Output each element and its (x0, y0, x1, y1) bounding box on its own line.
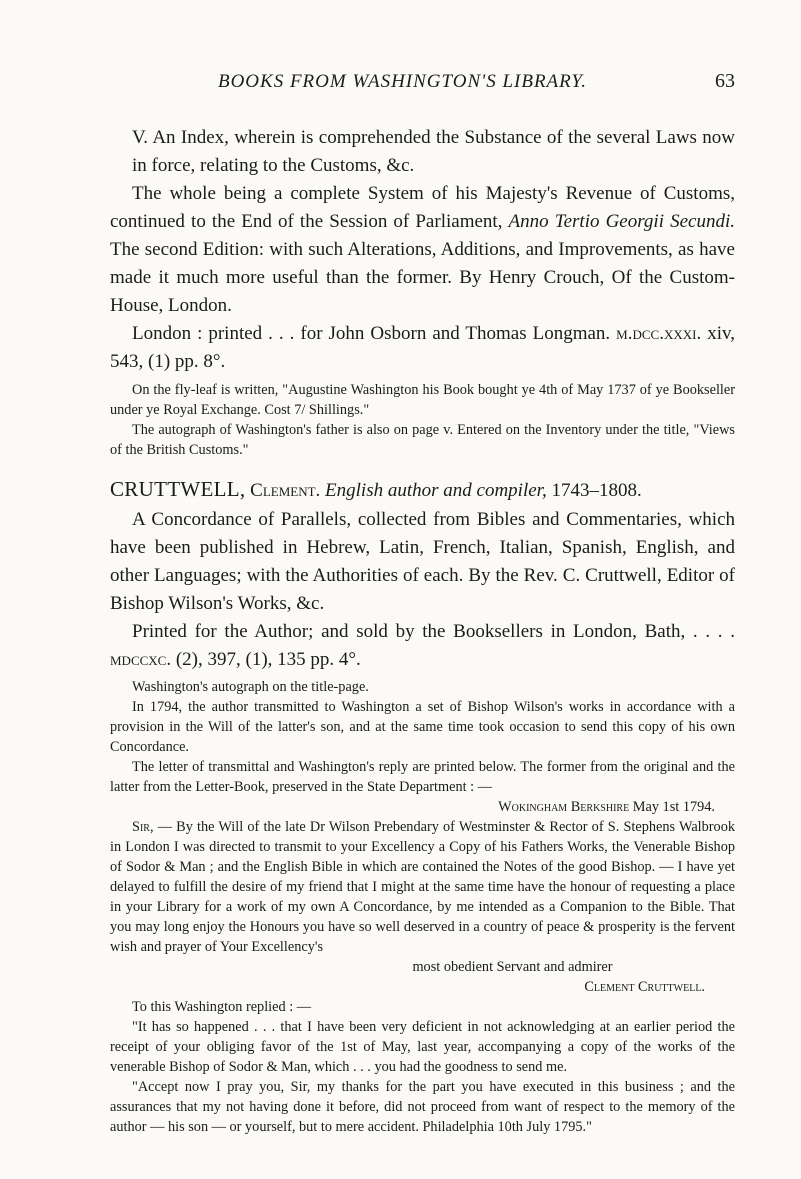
note-title-autograph: Washington's autograph on the title-page. (132, 679, 369, 695)
imprint-date: mdccxc. (110, 649, 172, 670)
letter-closing: most obedient Servant and admirer (412, 959, 613, 975)
imprint-date: m.dcc.xxxi. (616, 323, 702, 344)
concordance-title: A Concordance of Parallels, collected from Bibles and Commentaries, which have been published in Hebrew, Latin, French, Italian, Spanish, English, and other Languages; with the Authorities of each. By the Rev. C. Cruttwell, Editor of Bishop Wilson's Works, &c. (110, 509, 735, 614)
author-name: CRUTTWELL, (110, 477, 246, 501)
note-autograph: The autograph of Washington's father is also on page v. Entered on the Inventory under the title, "Views of the British Customs." (110, 422, 735, 458)
imprint-text: London : printed . . . for John Osborn and Thomas Longman. (132, 323, 617, 344)
entry-cruttwell (110, 474, 735, 1137)
note-flyleaf: On the fly-leaf is written, "Augustine Washington his Book bought ye 4th of May 1737 of ye Bookseller under ye Royal Exchange. Cost 7/ Shillings." (110, 382, 735, 418)
author-dates: 1743–1808. (546, 480, 642, 501)
concordance-imprint (110, 618, 735, 674)
imprint-text: Printed for the Author; and sold by the Booksellers in London, Bath, . . . . (132, 621, 735, 642)
body-text-a: The whole being a complete System of his Majesty's Revenue of Customs, continued to the End of the Session of Parliament, (110, 183, 735, 232)
imprint-collation: (2), 397, (1), 135 pp. 4°. (171, 649, 361, 670)
author-role: English author and compiler, (325, 480, 547, 501)
letter-body (110, 817, 735, 957)
note-letters: The letter of transmittal and Washington's reply are printed below. The former from the original and the latter from the Letter-Book, preserved in the State Department : — (110, 759, 735, 795)
salutation: Sir, (132, 819, 154, 835)
author-heading (110, 474, 735, 506)
index-line-text: V. An Index, wherein is comprehended the Substance of the several Laws now in force, relating to the Customs, &c. (132, 127, 735, 176)
index-line (110, 124, 735, 180)
letter-place: Wokingham Berkshire (498, 799, 630, 815)
running-title: BOOKS FROM WASHINGTON'S LIBRARY. (217, 71, 587, 92)
body-italic: Anno Tertio Georgii Secundi. (508, 211, 736, 232)
note-provenance: In 1794, the author transmitted to Washington a set of Bishop Wilson's works in accordance with a provision in the Will of the latter's son, and at the same time took occasion to send this copy of his own Concordance. (110, 699, 735, 755)
body-text-b: The second Edition: with such Alterations, Additions, and Improvements, as have made it much more useful than the former. By Henry Crouch, Of the Custom-House, London. (110, 239, 735, 316)
entry-title-body (110, 180, 735, 320)
running-head (110, 70, 735, 110)
letter-date: May 1st 1794. (629, 799, 715, 815)
letter-signature: Clement Cruttwell. (584, 979, 705, 995)
reply-intro: To this Washington replied : — (132, 999, 312, 1015)
letter-dateline (110, 797, 735, 817)
entry-customs (110, 124, 735, 460)
reply-paragraph-1: "It has so happened . . . that I have been very deficient in not acknowledging at an earlier period the receipt of your obliging favor of the 1st of May, last year, accompanying a copy of the works of the venerable Bishop of Sodor & Man, which . . . you had the goodness to send me. (110, 1019, 735, 1075)
letter-text: — By the Will of the late Dr Wilson Prebendary of Westminster & Rector of S. Stephens Walbrook in London I was directed to transmit to your Excellency a Copy of his Fathers Works, the Venerable Bishop of Sodor & Man ; and the English Bible in which are contained the Notes of the good Bishop. — I have yet delayed to fulfill the desire of my friend that I might at the same time have the honour of requesting a place in your Library for a work of my own A Concordance, by me intended as a Companion to the Bible. That you may long enjoy the Honours you have so well deserved in a country of peace & prosperity is the fervent wish and prayer of Your Excellency's (110, 819, 735, 955)
author-forename: Clement. (250, 480, 321, 501)
page-number: 63 (715, 70, 735, 92)
reply-paragraph-2: "Accept now I pray you, Sir, my thanks for the part you have executed in this business ; and the assurances that my not having done it before, did not proceed from want of respect to the memory of the author — his son — or yourself, but to mere accident. Philadelphia 10th July 1795." (110, 1079, 735, 1135)
imprint-collation: xiv, 543, (1) pp. 8°. (110, 323, 735, 372)
imprint (110, 320, 735, 376)
